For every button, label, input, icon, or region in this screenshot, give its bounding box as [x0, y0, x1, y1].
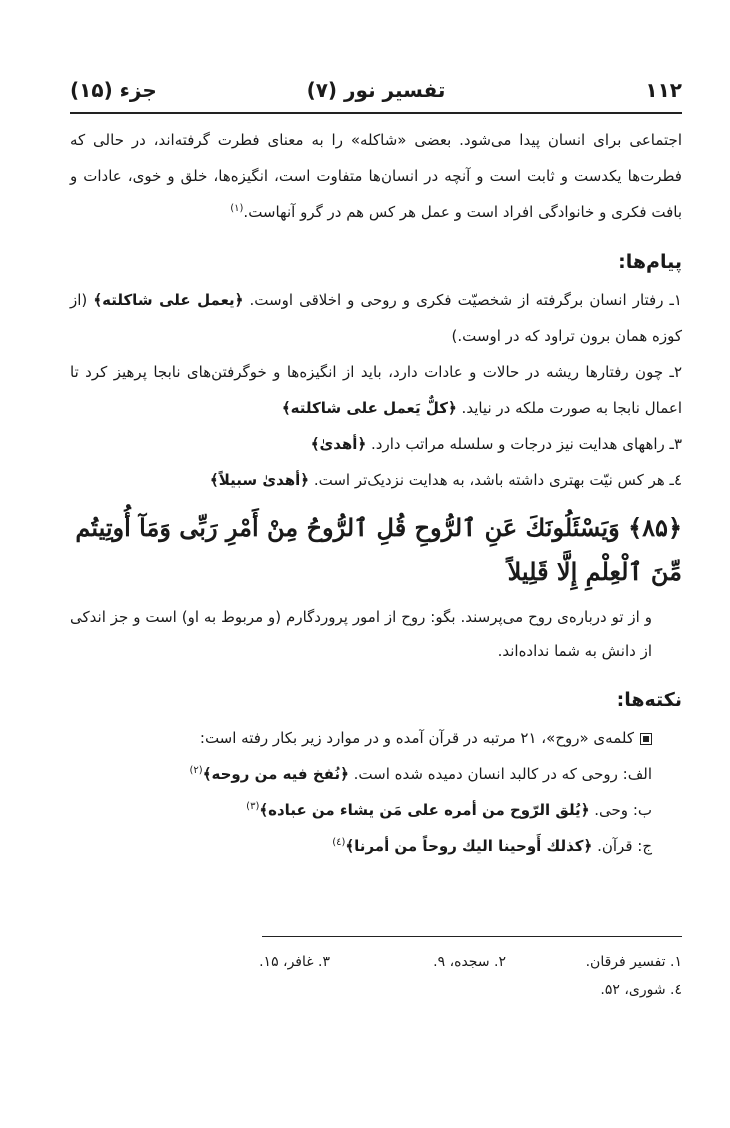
notes-title: نکته‌ها: — [616, 689, 682, 711]
footnote-row — [150, 948, 682, 976]
quran-quote: ﴿یُلق الرّوح من أمره علی مَن یشاء من عباده﴾ — [259, 801, 590, 819]
note-item-c: ج: قرآن. ﴿کذلك أَوحینا الیك روحاً من أمرنا﴾$^{(٤)}$ — [332, 837, 652, 855]
footnote-ref-3: (۳) — [246, 801, 260, 812]
message-item-3: ۳ـ راههای هدایت نیز درجات و سلسله مراتب دارد. ﴿أهدیٰ﴾ — [310, 435, 682, 453]
message-item-1: ۱ـ رفتار انسان برگرفته از شخصیّت فکری و روحی و اخلاقی اوست. ﴿یعمل علی شاکلته﴾ (از کوزه همان برون تراود که در اوست.) — [70, 291, 682, 345]
note-item-a: الف: روحی که در کالبد انسان دمیده شده است. ﴿نُفخ فیه من روحه﴾$^{(۲)}$ — [189, 765, 652, 783]
footnote-ref-1: (۱) — [230, 203, 244, 214]
verse-number: ﴿۸۵﴾ — [628, 513, 682, 542]
notes-list — [70, 720, 652, 864]
intro-line-1: اجتماعی برای انسان پیدا می‌شود. بعضی «شاکله» را به معنای فطرت گرفته‌اند، در حالی که — [70, 131, 682, 149]
page-number: ۱۱۲ — [645, 78, 682, 102]
messages-title: پیام‌ها: — [618, 251, 682, 273]
header-divider — [70, 112, 682, 114]
verse-text: وَيَسْئَلُونَكَ عَنِ ٱلرُّوحِ قُلِ ٱلرُّوحُ مِنْ أَمْرِ رَبِّى وَمَآ أُوتِيتُم مِّنَ ٱلْعِلْمِ إِلَّا قَلِيلاً — [75, 513, 682, 586]
square-bullet-icon — [640, 733, 652, 745]
main-text — [70, 122, 682, 864]
quran-quote: ﴿کذلك أَوحینا الیك روحاً من أمرنا﴾ — [345, 837, 593, 855]
intro-paragraph — [70, 122, 682, 230]
footnote-4: ٤. شوری، ۵۲. — [600, 982, 682, 998]
page-header — [70, 78, 682, 108]
quran-verse — [70, 506, 682, 594]
footnote-2: ۲. سجده، ۹. — [433, 954, 506, 970]
note-intro: کلمه‌ی «روح»، ۲۱ مرتبه در قرآن آمده و در موارد زیر بکار رفته است: — [70, 720, 652, 756]
intro-line-3: عادات و بافت فکری و خانوادگی افراد است و عمل هر کس هم در گرو آنهاست. — [70, 167, 682, 221]
juz-label: جزء (۱۵) — [70, 78, 157, 102]
footnote-row — [150, 976, 682, 1004]
footnote-1: ۱. تفسیر فرقان. — [585, 954, 682, 970]
footnote-divider — [262, 936, 682, 937]
quran-quote: ﴿کلٌّ یَعمل علی شاکلته﴾ — [281, 399, 457, 417]
footnote-ref-4: (٤) — [332, 837, 346, 848]
quran-quote: ﴿نُفخ فیه من روحه﴾ — [202, 765, 349, 783]
note-item-b: ب: وحی. ﴿یُلق الرّوح من أمره علی مَن یشاء من عباده﴾$^{(۳)}$ — [246, 801, 652, 819]
footnote-ref-2: (۲) — [189, 765, 203, 776]
message-item-2: ۲ـ چون رفتارها ریشه در حالات و عادات دارد، باید از انگیزه‌ها و خوگرفتن‌های نابجا پرهیز کرد تا اعمال نابجا به صورت ملکه در نیاید. ﴿کلٌّ یَعمل علی شاکلته﴾ — [70, 363, 682, 417]
quran-quote: ﴿یعمل علی شاکلته﴾ — [93, 291, 244, 309]
verse-translation: و از تو درباره‌ی روح می‌پرسند. بگو: روح از امور پروردگارم (و مربوط به او) است و جز اندکی از دانش به شما نداده‌اند. — [70, 608, 652, 660]
footnotes — [150, 948, 682, 1004]
quran-quote: ﴿أهدیٰ﴾ — [310, 435, 367, 453]
quran-quote: ﴿أهدیٰ سبیلاً﴾ — [209, 471, 310, 489]
footnote-3: ۳. غافر، ۱۵. — [259, 954, 330, 970]
intro-line-2: فطرت‌ها یکدست و ثابت است و آنچه در انسان‌ها متفاوت است، انگیزه‌ها، خلق و خوی، — [127, 167, 682, 185]
book-title: تفسیر نور (۷) — [306, 78, 446, 102]
message-item-4: ٤ـ هر کس نیّت بهتری داشته باشد، به هدایت نزدیک‌تر است. ﴿أهدیٰ سبیلاً﴾ — [209, 471, 682, 489]
